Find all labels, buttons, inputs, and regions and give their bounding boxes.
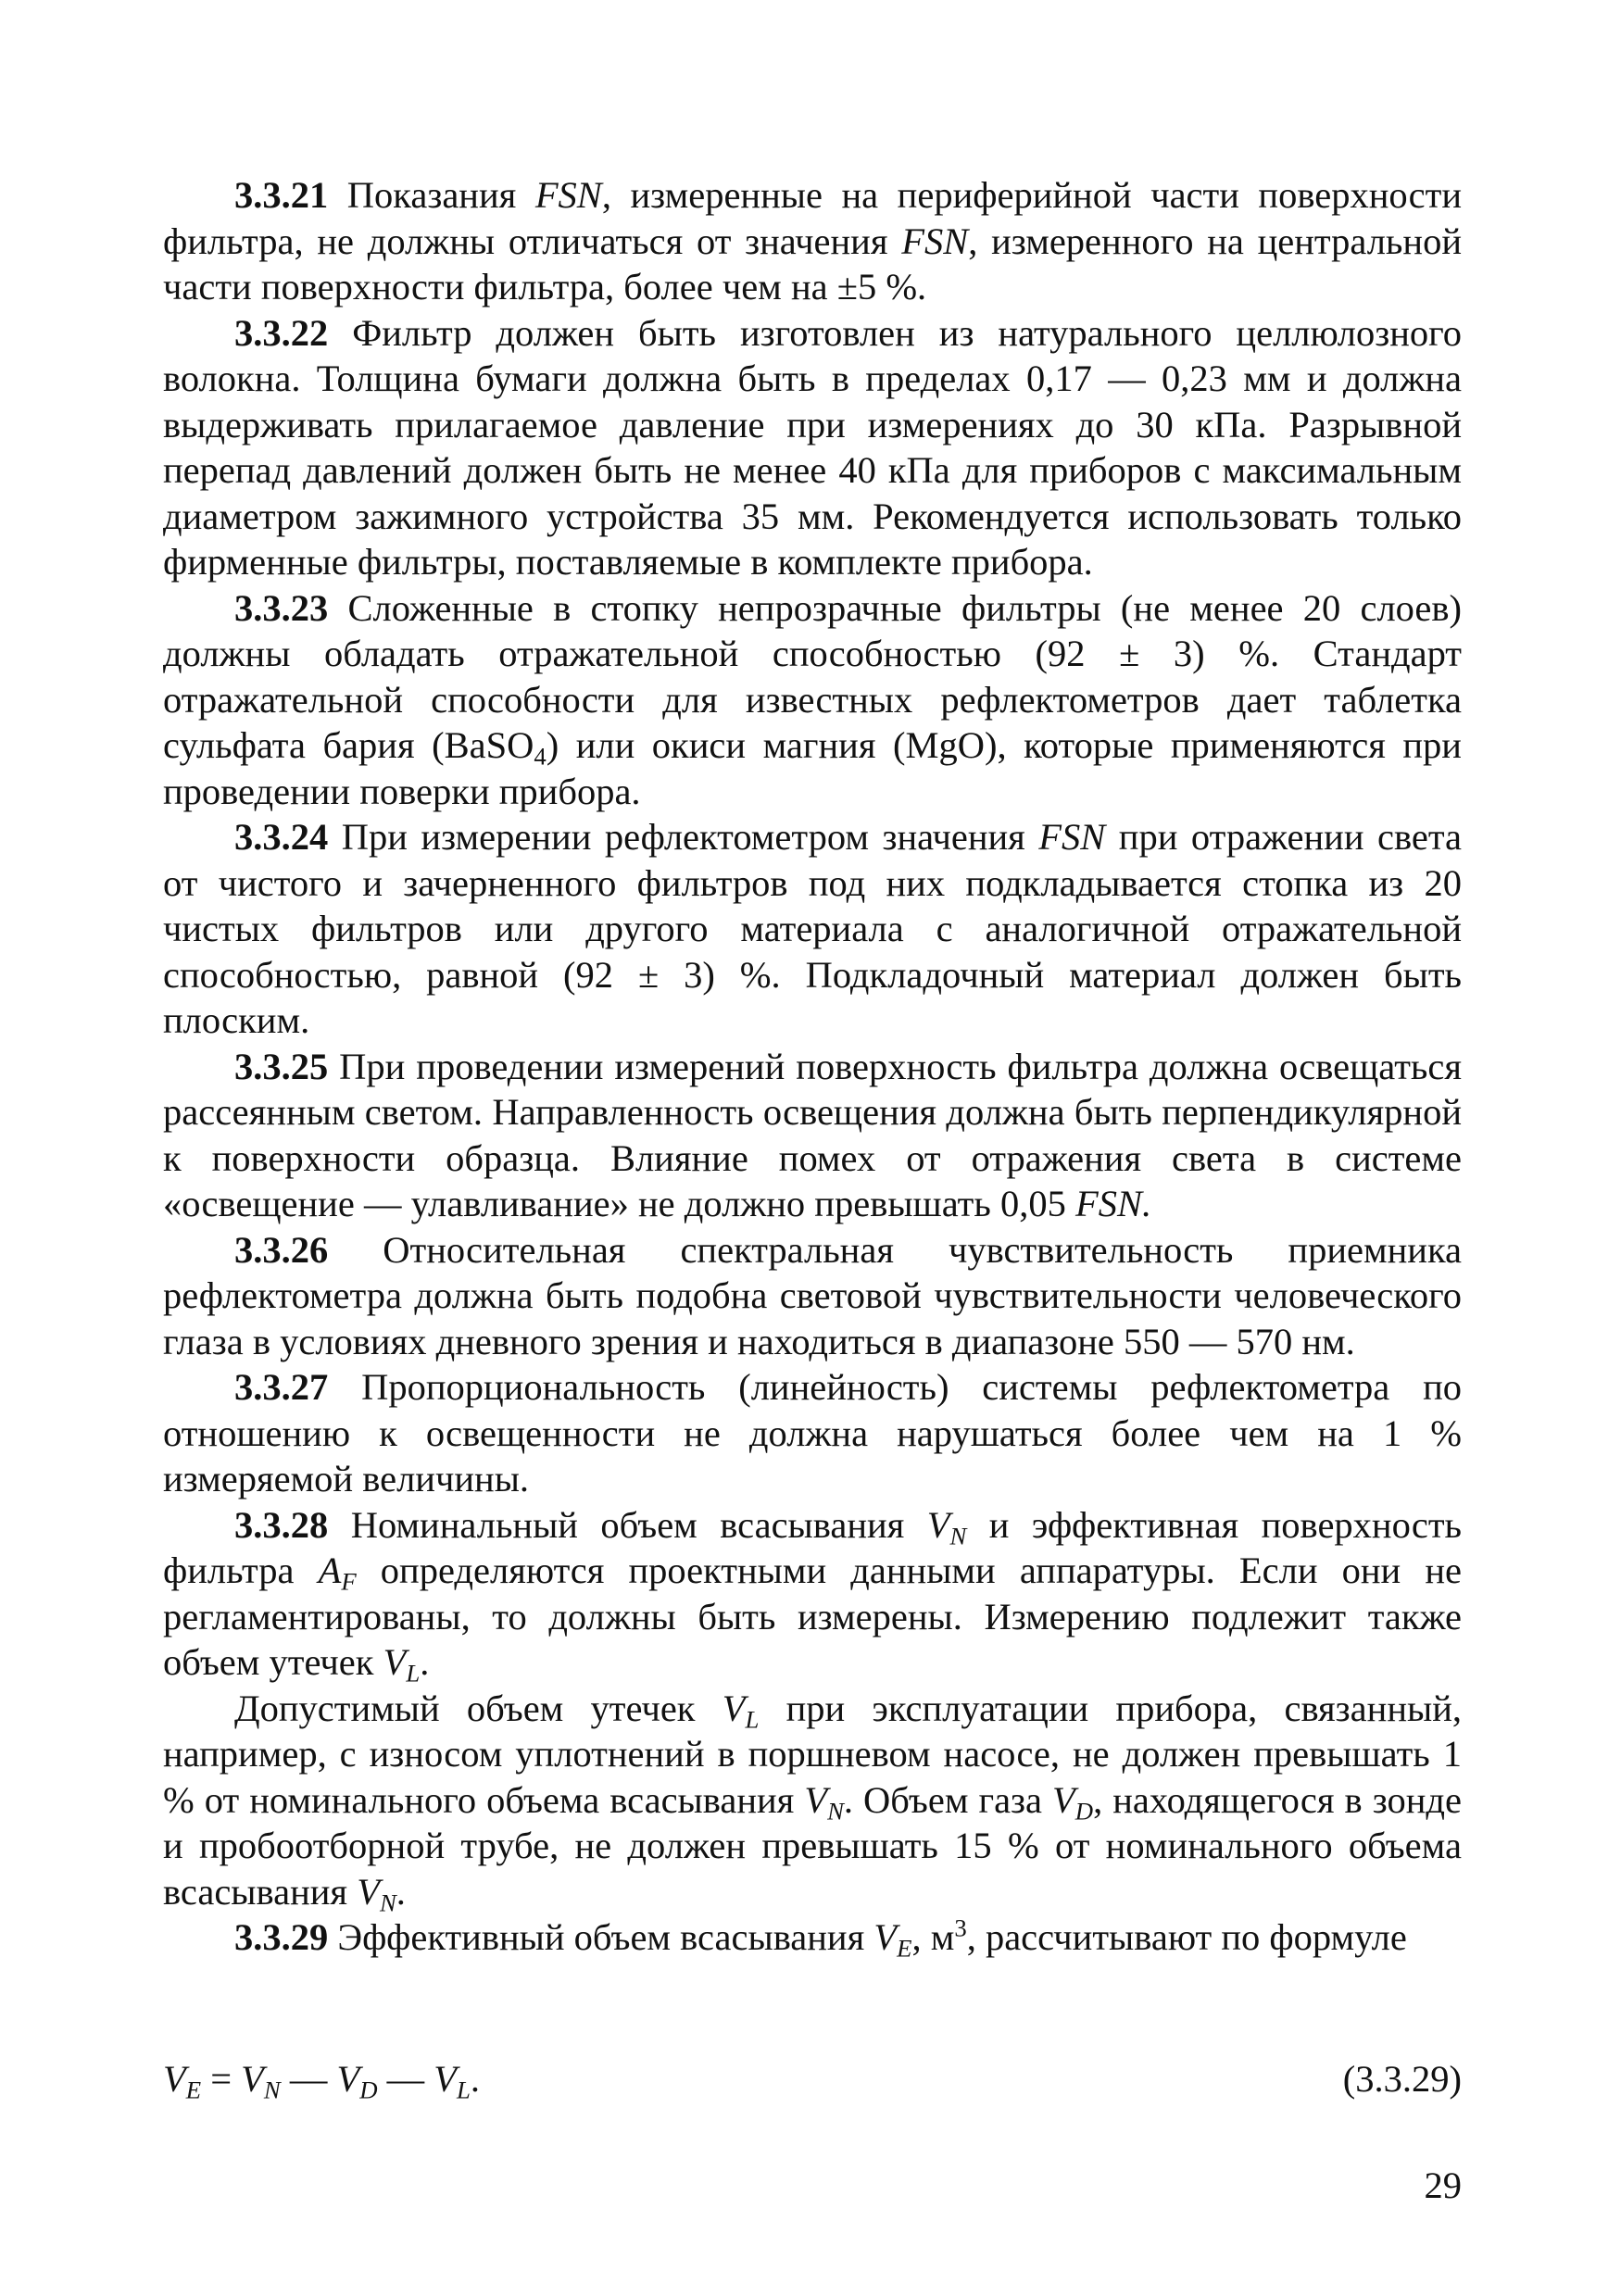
text-run: N <box>379 1888 396 1916</box>
formula-number: (3.3.29) <box>1342 2058 1462 2100</box>
text-run: . <box>470 2058 481 2100</box>
paragraph <box>163 1686 1462 1915</box>
text-run: V <box>241 2058 264 2100</box>
text-run: E <box>185 2076 202 2104</box>
clause-number: 3.3.27 <box>234 1366 329 1408</box>
text-run: 4 <box>534 742 547 771</box>
body-text <box>163 172 1462 1961</box>
text-run: FSN. <box>1074 1183 1152 1224</box>
text-run: Эффективный объем всасывания <box>328 1916 874 1958</box>
text-run: V <box>357 1870 380 1913</box>
text-run: L <box>457 2076 471 2104</box>
text-run: При измерении рефлектометром значения <box>328 816 1039 858</box>
clause-3-3-28 <box>163 1502 1462 1686</box>
text-run: V <box>873 1916 898 1958</box>
text-run: , измеренные на периферийной части поверхности фильтра, не должны отличаться от значения <box>163 174 1462 262</box>
clause-3-3-29 <box>163 1914 1462 1961</box>
clause-3-3-24 <box>163 814 1462 1044</box>
text-run: определяются проектными данными аппаратуры. Если они не регламентированы, то должны быть измерены. Измерению подлежит также объем утечек <box>163 1549 1462 1683</box>
text-run: Показания <box>328 174 535 216</box>
text-run: Допустимый объем утечек <box>234 1687 723 1729</box>
text-run: N <box>263 2076 281 2104</box>
text-run: V <box>434 2058 458 2100</box>
text-run: при эксплуатации прибора, связанный, например, с износом уплотнений в поршневом насосе, не должен превышать 1 % от номинального объема всасывания <box>163 1687 1463 1821</box>
clause-3-3-22 <box>163 310 1462 585</box>
clause-number: 3.3.28 <box>234 1503 329 1546</box>
text-run: 3 <box>954 1913 967 1942</box>
clause-number: 3.3.26 <box>234 1228 329 1271</box>
text-run: L <box>406 1659 421 1687</box>
clause-number: 3.3.29 <box>234 1916 329 1958</box>
text-run: L <box>745 1704 760 1733</box>
text-run: Номинальный объем всасывания <box>328 1503 927 1546</box>
clause-3-3-21 <box>163 172 1462 310</box>
clause-3-3-27 <box>163 1364 1462 1502</box>
text-run: Пропорциональность (линейность) системы рефлектометра по отношению к освещенности не должна нарушаться более чем на 1 % измеряемой величины. <box>163 1366 1462 1499</box>
text-run: . <box>420 1641 430 1683</box>
clause-3-3-23 <box>163 585 1462 815</box>
text-run: D <box>359 2076 378 2104</box>
text-run: V <box>722 1687 746 1729</box>
text-run: , рассчитывают по формуле <box>966 1916 1407 1958</box>
text-run: Фильтр должен быть изготовлен из натурального целлюлозного волокна. Толщина бумаги должна быть в пределах 0,17 — 0,23 мм и должна выдерживать прилагаемое давление при измерениях до 30 кПа. Разрывной перепад давлений должен быть не менее 40 кПа для приборов с максимальным диаметром зажимного устройства 35 мм. Рекомендуется использовать только фирменные фильтры, поставляемые в комплекте прибора. <box>163 311 1462 583</box>
text-run: . Объем газа <box>843 1778 1053 1821</box>
text-run: E <box>897 1934 912 1963</box>
clause-number: 3.3.22 <box>234 311 329 354</box>
text-run: Сложенные в стопку непрозрачные фильтры (не менее 20 слоев) должны обладать отражательной способностью (92 ± 3) %. Стандарт отражательной способности для известных рефлектометров дает таблетка сульфата бария (BaSO <box>163 586 1462 766</box>
text-run: При проведении измерений поверхность фильтра должна освещаться рассеянным светом. Направленность освещения должна быть перпендикулярной к поверхности образца. Влияние помех от отражения света в системе «освещение — улавливание» не должно превышать 0,05 <box>163 1045 1462 1224</box>
text-run: FSN <box>534 174 602 216</box>
text-run: F <box>341 1567 357 1596</box>
text-run: и эффективная поверхность фильтра <box>163 1503 1462 1591</box>
text-run: , находящегося в зонде и пробоотборной трубе, не должен превышать 15 % от номинального объема всасывания <box>163 1778 1462 1913</box>
text-run: при отражении света от чистого и зачерненного фильтров под них подкладывается стопка из 20 чистых фильтров или другого материала с аналогичной отражательной способностью, равной (92 ± 3) %. Подкладочный материал должен быть плоским. <box>163 816 1462 1041</box>
text-run: , м <box>911 1916 955 1958</box>
text-run: . <box>396 1870 406 1913</box>
text-run: ) или окиси магния (MgO), которые применяются при проведении поверки прибора. <box>163 724 1462 812</box>
text-run: , измеренного на центральной части поверхности фильтра, более чем на ±5 %. <box>163 220 1462 307</box>
text-run: N <box>827 1796 844 1825</box>
formula-3-3-29 <box>163 2056 1462 2102</box>
clause-3-3-25 <box>163 1044 1462 1227</box>
text-run: V <box>163 2058 186 2100</box>
text-run: FSN <box>901 220 969 262</box>
clause-number: 3.3.21 <box>234 174 329 216</box>
text-run: — <box>280 2058 337 2100</box>
formula-expression <box>163 2056 480 2102</box>
text-run: — <box>377 2058 434 2100</box>
text-run: V <box>1052 1778 1075 1821</box>
clause-number: 3.3.25 <box>234 1045 329 1087</box>
text-run: V <box>926 1503 950 1546</box>
clause-number: 3.3.23 <box>234 586 329 629</box>
text-run: N <box>949 1521 967 1549</box>
page-number: 29 <box>1424 2164 1462 2206</box>
text-run: D <box>1074 1796 1094 1825</box>
clause-number: 3.3.24 <box>234 816 329 858</box>
text-run: = <box>201 2058 242 2100</box>
text-run: V <box>804 1778 828 1821</box>
text-run: V <box>383 1641 407 1683</box>
text-run: FSN <box>1038 816 1106 858</box>
text-run: V <box>336 2058 360 2100</box>
clause-3-3-26 <box>163 1227 1462 1365</box>
text-run: A <box>318 1549 342 1591</box>
text-run: Относительная спектральная чувствительность приемника рефлектометра должна быть подобна световой чувствительности человеческого глаза в условиях дневного зрения и находиться в диапазоне 550 — 570 нм. <box>163 1228 1462 1362</box>
